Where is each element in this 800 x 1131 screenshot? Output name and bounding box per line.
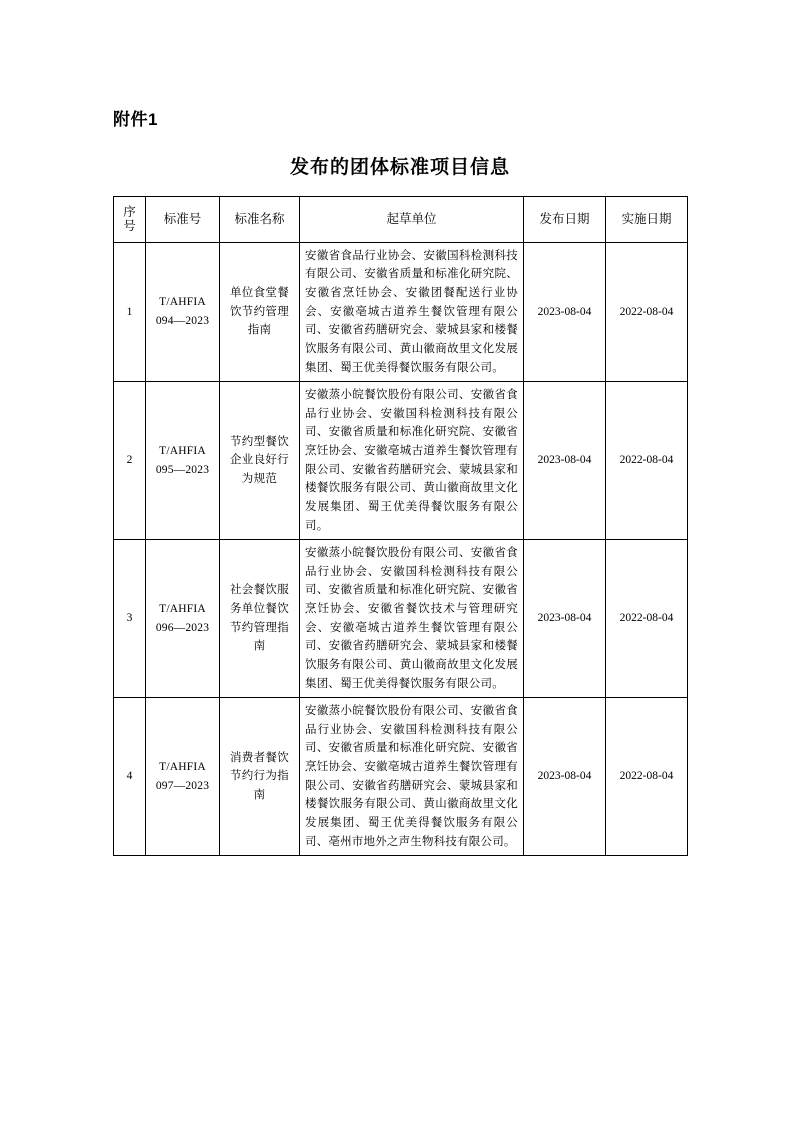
table-header-row xyxy=(114,197,688,243)
cell-seq: 3 xyxy=(114,540,146,698)
table-row xyxy=(114,540,688,698)
cell-code-line2: 096—2023 xyxy=(155,621,210,634)
column-header-code: 标准号 xyxy=(146,197,220,243)
cell-seq: 1 xyxy=(114,242,146,381)
cell-publish-date: 2023-08-04 xyxy=(524,698,606,856)
cell-code xyxy=(146,698,220,856)
table-row xyxy=(114,698,688,856)
cell-publish-date: 2023-08-04 xyxy=(524,540,606,698)
cell-code-line2: 097—2023 xyxy=(155,779,210,792)
column-header-name: 标准名称 xyxy=(220,197,300,243)
cell-code xyxy=(146,382,220,540)
column-header-seq-line2: 号 xyxy=(123,219,136,234)
cell-code-line1: T/AHFIA xyxy=(159,445,206,457)
page-title: 发布的团体标准项目信息 xyxy=(289,157,510,178)
attachment-label: 附件1 xyxy=(113,110,158,129)
cell-seq: 4 xyxy=(114,698,146,856)
column-header-seq xyxy=(114,197,146,243)
cell-org: 安徽蒸小皖餐饮股份有限公司、安徽省食品行业协会、安徽国科检测科技有限公司、安徽省质量和标准化研究院、安徽省烹饪协会、安徽亳城古道养生餐饮管理有限公司、安徽省药膳研究会、蒙城县家和楼餐饮服务有限公司、黄山徽商故里文化发展集团、蜀王优美得餐饮服务有限公司、亳州市地外之声生物科技有限公司。 xyxy=(300,698,524,856)
table-row xyxy=(114,382,688,540)
cell-name: 单位食堂餐饮节约管理指南 xyxy=(220,242,300,381)
cell-org: 安徽省食品行业协会、安徽国科检测科技有限公司、安徽省质量和标准化研究院、安徽省烹饪协会、安徽团餐配送行业协会、安徽亳城古道养生餐饮管理有限公司、安徽省药膳研究会、蒙城县家和楼餐饮服务有限公司、黄山徽商故里文化发展集团、蜀王优美得餐饮服务有限公司。 xyxy=(300,242,524,381)
cell-code-line2: 094—2023 xyxy=(155,314,210,327)
column-header-org: 起草单位 xyxy=(300,197,524,243)
cell-code xyxy=(146,242,220,381)
cell-code-line1: T/AHFIA xyxy=(159,761,206,773)
cell-org: 安徽蒸小皖餐饮股份有限公司、安徽省食品行业协会、安徽国科检测科技有限公司、安徽省质量和标准化研究院、安徽省烹饪协会、安徽亳城古道养生餐饮管理有限公司、安徽省药膳研究会、蒙城县家和楼餐饮服务有限公司、黄山徽商故里文化发展集团、蜀王优美得餐饮服务有限公司。 xyxy=(300,382,524,540)
cell-name: 社会餐饮服务单位餐饮节约管理指南 xyxy=(220,540,300,698)
cell-publish-date: 2023-08-04 xyxy=(524,382,606,540)
column-header-seq-line1: 序 xyxy=(123,205,136,219)
column-header-implement-date: 实施日期 xyxy=(606,197,688,243)
column-header-publish-date: 发布日期 xyxy=(524,197,606,243)
cell-org: 安徽蒸小皖餐饮股份有限公司、安徽省食品行业协会、安徽国科检测科技有限公司、安徽省质量和标准化研究院、安徽省烹饪协会、安徽省餐饮技术与管理研究会、安徽亳城古道养生餐饮管理有限公司、安徽省药膳研究会、蒙城县家和楼餐饮服务有限公司、黄山徽商故里文化发展集团、蜀王优美得餐饮服务有限公司。 xyxy=(300,540,524,698)
cell-implement-date: 2022-08-04 xyxy=(606,382,688,540)
cell-publish-date: 2023-08-04 xyxy=(524,242,606,381)
cell-seq: 2 xyxy=(114,382,146,540)
cell-code xyxy=(146,540,220,698)
cell-code-line2: 095—2023 xyxy=(155,463,210,476)
cell-implement-date: 2022-08-04 xyxy=(606,242,688,381)
standards-table xyxy=(113,196,688,856)
cell-implement-date: 2022-08-04 xyxy=(606,540,688,698)
cell-implement-date: 2022-08-04 xyxy=(606,698,688,856)
cell-name: 消费者餐饮节约行为指南 xyxy=(220,698,300,856)
cell-code-line1: T/AHFIA xyxy=(159,296,206,309)
table-row xyxy=(114,242,688,381)
cell-code-line1: T/AHFIA xyxy=(159,603,206,615)
cell-name: 节约型餐饮企业良好行为规范 xyxy=(220,382,300,540)
